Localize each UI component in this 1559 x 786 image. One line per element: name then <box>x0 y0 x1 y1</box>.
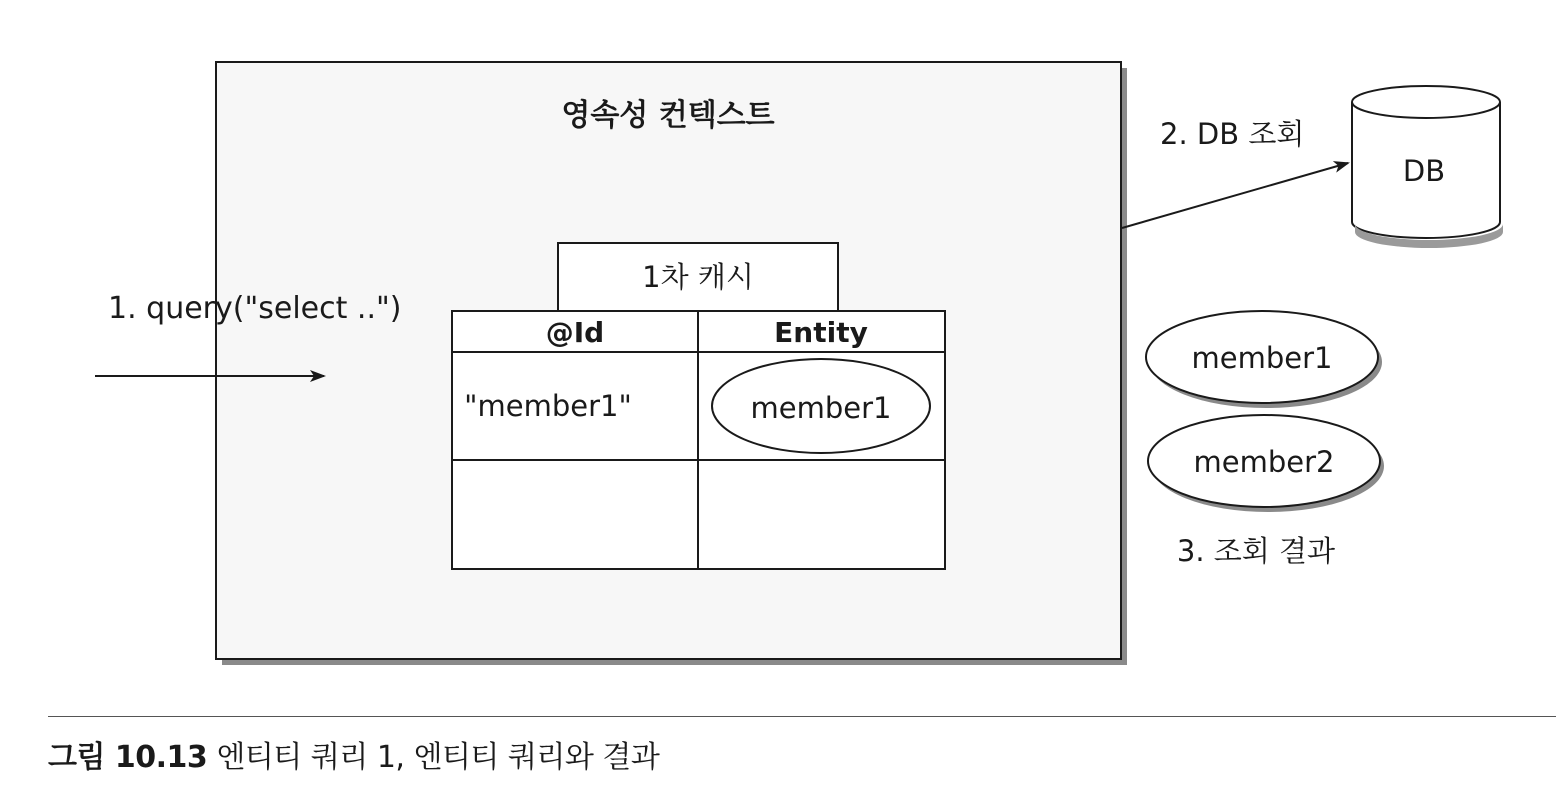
result-member1-label: member1 <box>1191 341 1333 375</box>
database-cylinder <box>1352 86 1503 248</box>
result-step-label: 3. 조회 결과 <box>1176 534 1336 568</box>
figure-number: 그림 10.13 <box>48 740 208 775</box>
query-step-label: 1. query("select ..") <box>108 291 402 326</box>
persistence-context-title: 영속성 컨텍스트 <box>561 98 775 133</box>
result-member2-label: member2 <box>1193 445 1335 479</box>
cache-header-id: @Id <box>545 316 605 349</box>
cached-entity-label: member1 <box>750 391 892 425</box>
figure-caption-text: 엔티티 쿼리 1, 엔티티 쿼리와 결과 <box>216 740 660 775</box>
cache-header-entity: Entity <box>774 316 868 349</box>
db-lookup-arrow <box>1122 163 1348 228</box>
first-level-cache-label: 1차 캐시 <box>642 260 754 294</box>
cache-table <box>452 311 945 569</box>
cache-row-id: "member1" <box>464 389 632 423</box>
figure-caption <box>48 732 659 776</box>
db-lookup-step-label: 2. DB 조회 <box>1160 117 1305 151</box>
database-cylinder-top <box>1352 86 1500 118</box>
caption-divider <box>48 716 1556 717</box>
database-label: DB <box>1402 154 1446 188</box>
